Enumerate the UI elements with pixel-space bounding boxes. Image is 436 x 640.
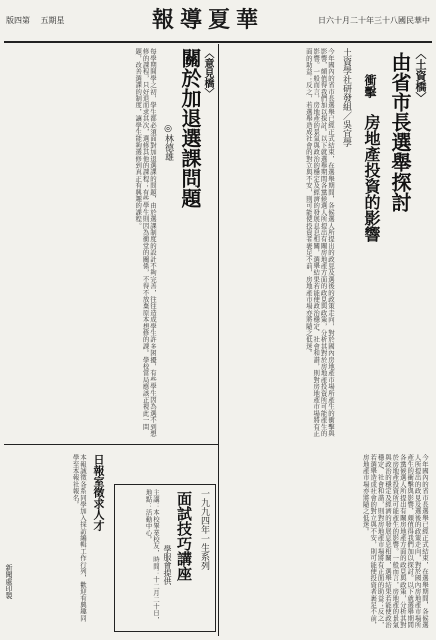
newspaper-title: 報導夏華 <box>152 7 265 33</box>
left-headline: 關於加退選課問題 <box>178 48 202 208</box>
page-body <box>4 44 432 636</box>
right-byline: 土資學社研發組／吳宜學 <box>341 48 351 147</box>
lecture-body: 主講：本校畢業校友，時間：十二月二十日，地點：活動中心。 <box>144 489 160 623</box>
announcement-title: 日報室徵求人才 <box>92 454 105 531</box>
left-byline: ◎林德雄 <box>163 124 173 161</box>
edition-number: 版四第 <box>6 16 30 25</box>
right-headline-2: 房地產投資的影響 <box>362 114 381 242</box>
right-headline-3: 衝擊 <box>363 74 377 98</box>
section-divider <box>4 444 218 445</box>
lecture-title: 面試技巧講座 <box>175 491 193 581</box>
announcement-body: 本報誠徵各系同學加入採訪編輯工作行列，歡迎有興趣同學至本報社報名。 <box>71 454 87 622</box>
right-article-body: 今年國內的省市長選舉已經正式結束，在選舉期間，各候選人所提出的政見及選後的政策走向，對於國內房地產市場所產生的衝擊與影響，頗值得我們加以探討。以下就選舉期間各黨候選人所提出有關房地產方面的政見與政策，分析其對於房地產投資所可能產生的影響。一般而言，房地產的景氣與政治的穩定及經濟的發展息息相關，選舉結果若能使政治穩定、社會和諧，則對房地產市場將有正面的助益；反之，若選舉造成社會的對立與不安，則可能使投資者裹足不前，房地產市場亦將隨之低迷。 <box>304 48 335 437</box>
footer-note: 新聞處印製 <box>5 564 13 599</box>
left-article-body: 每學期開學之初，學生都必須面對加退選課的問題，由於選課制度的設計不夠完善，往往造成學生許多困擾，有些學生因為選不到想修的課程，只好退而求其次，選修其他的課程；有些學生則因為衝堂的關係，不得不放棄原本想修的課。學校當局應該正視此一問題，改善選課的制度，讓學生能夠選修到真正有興趣的課程。 <box>134 48 157 437</box>
lecture-org: 學服會提供 <box>163 545 172 585</box>
masthead <box>4 3 432 43</box>
lecture-notice-box <box>114 484 216 632</box>
right-headline-1: 由省市長選舉探討 <box>388 52 412 212</box>
right-column-tag: 〈土資橋〉 <box>414 48 427 103</box>
right-article-body-lower: 今年國內的省市長選舉已經正式結束，在選舉期間，各候選人所提出的政見及選後的政策走向，對於國內房地產市場所產生的衝擊與影響，頗值得我們加以探討。以下就選舉期間各黨候選人所提出有關房地產方面的政見與政策，分析其對於房地產投資所可能產生的影響。一般而言，房地產的景氣與政治的穩定及經濟的發展息息相關，選舉結果若能使政治穩定、社會和諧，則對房地產市場將有正面的助益；反之，若選舉造成社會的對立與不安，則可能使投資者裹足不前，房地產市場亦將隨之低迷。 <box>361 454 429 629</box>
left-column-tag: 〈意見橋〉 <box>202 48 213 98</box>
weekday: 五期星 <box>40 16 65 25</box>
edition-info <box>6 15 73 26</box>
lecture-series: 一九九四年一生系列 <box>199 489 209 570</box>
issue-date: 日六十月二十年三十八國民華中 <box>318 16 430 25</box>
column-divider <box>218 44 219 636</box>
